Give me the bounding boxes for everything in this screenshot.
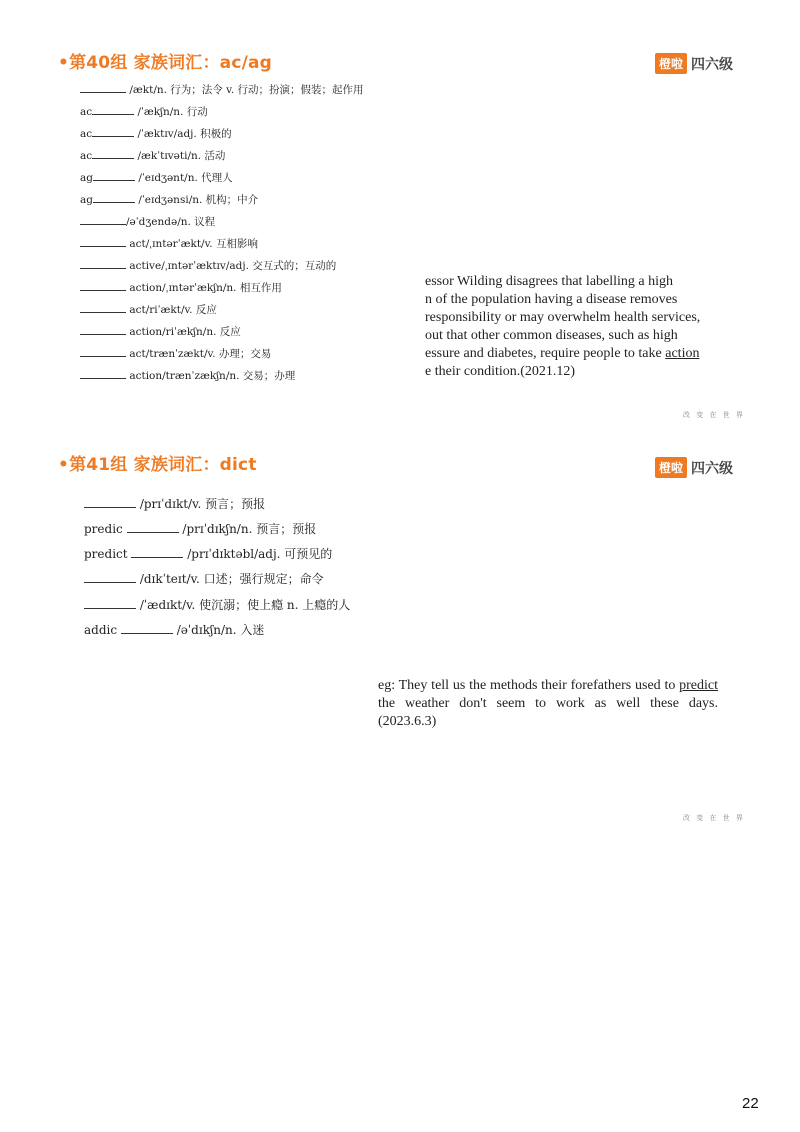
- excerpt-line: e their condition.(2021.12): [425, 364, 576, 379]
- vocab-entry: /ækt/n. 行为；法令 v. 行动；扮演；假装；起作用: [80, 82, 364, 97]
- vocab-entry: action/ˌɪntərˈækʃn/n. 相互作用: [80, 280, 282, 295]
- brand-logo: 橙啦: [655, 53, 687, 74]
- vocab-entry: predict /prɪˈdɪktəbl/adj. 可预见的: [84, 547, 333, 561]
- brand-logo: 橙啦: [655, 457, 687, 478]
- page-number: 22: [742, 1095, 759, 1112]
- highlighted-word: predict: [679, 678, 718, 693]
- reading-excerpt: [425, 273, 700, 381]
- vocab-entry: ag /ˈeɪdʒənsi/n. 机构；中介: [80, 194, 259, 206]
- vocab-entry: /dɪkˈteɪt/v. 口述；强行规定；命令: [84, 570, 324, 587]
- brand-badge: [655, 53, 733, 74]
- example-sentence: eg: They tell us the methods their forefathers used to predict the weather don't seem to work as well these days.(2023.6.3): [378, 678, 718, 729]
- vocab-entry: predic /prɪˈdɪkʃn/n. 预言；预报: [84, 522, 317, 536]
- vocab-entry: ag /ˈeɪdʒənt/n. 代理人: [80, 172, 233, 184]
- footer-mark: 改 变 在 世 界: [683, 411, 745, 419]
- excerpt-line: out that other common diseases, such as high: [425, 328, 678, 343]
- vocab-entry: ac /ækˈtɪvəti/n. 活动: [80, 150, 226, 162]
- excerpt-line: n of the population having a disease removes: [425, 292, 678, 307]
- highlighted-word: action: [665, 346, 700, 361]
- section-40-title: •第40组 家族词汇：ac/ag: [58, 53, 273, 73]
- vocab-entry: act/trænˈzækt/v. 办理；交易: [80, 346, 271, 361]
- excerpt-line: essure and diabetes, require people to take action: [425, 346, 700, 361]
- vocab-entry: /əˈdʒendə/n. 议程: [80, 214, 215, 229]
- vocab-entry: action/riˈækʃn/n. 反应: [80, 324, 241, 339]
- vocab-entry: addic /əˈdɪkʃn/n. 入迷: [84, 623, 265, 637]
- footer-mark: 改 变 在 世 界: [683, 814, 745, 822]
- brand-level: 四六级: [691, 460, 734, 477]
- brand-badge: [655, 457, 733, 478]
- vocab-entry: /ˈædɪkt/v. 使沉溺；使上瘾 n. 上瘾的人: [84, 596, 350, 613]
- excerpt-line: responsibility or may overwhelm health services,: [425, 310, 701, 325]
- vocab-entry: /prɪˈdɪkt/v. 预言；预报: [84, 495, 265, 512]
- vocab-entry: act/ˌɪntərˈækt/v. 互相影响: [80, 236, 258, 251]
- brand-level: 四六级: [691, 56, 734, 73]
- vocab-entry: action/trænˈzækʃn/n. 交易；办理: [80, 368, 295, 383]
- vocab-entry: ac /ˈækʃn/n. 行动: [80, 106, 208, 118]
- excerpt-line: essor Wilding disagrees that labelling a high: [425, 274, 674, 289]
- vocab-entry: ac /ˈæktɪv/adj. 积极的: [80, 128, 232, 140]
- section-41-title: •第41组 家族词汇：dict: [58, 455, 257, 475]
- vocab-entry: active/ˌɪntərˈæktɪv/adj. 交互式的；互动的: [80, 258, 336, 273]
- vocab-entry: act/riˈækt/v. 反应: [80, 302, 217, 317]
